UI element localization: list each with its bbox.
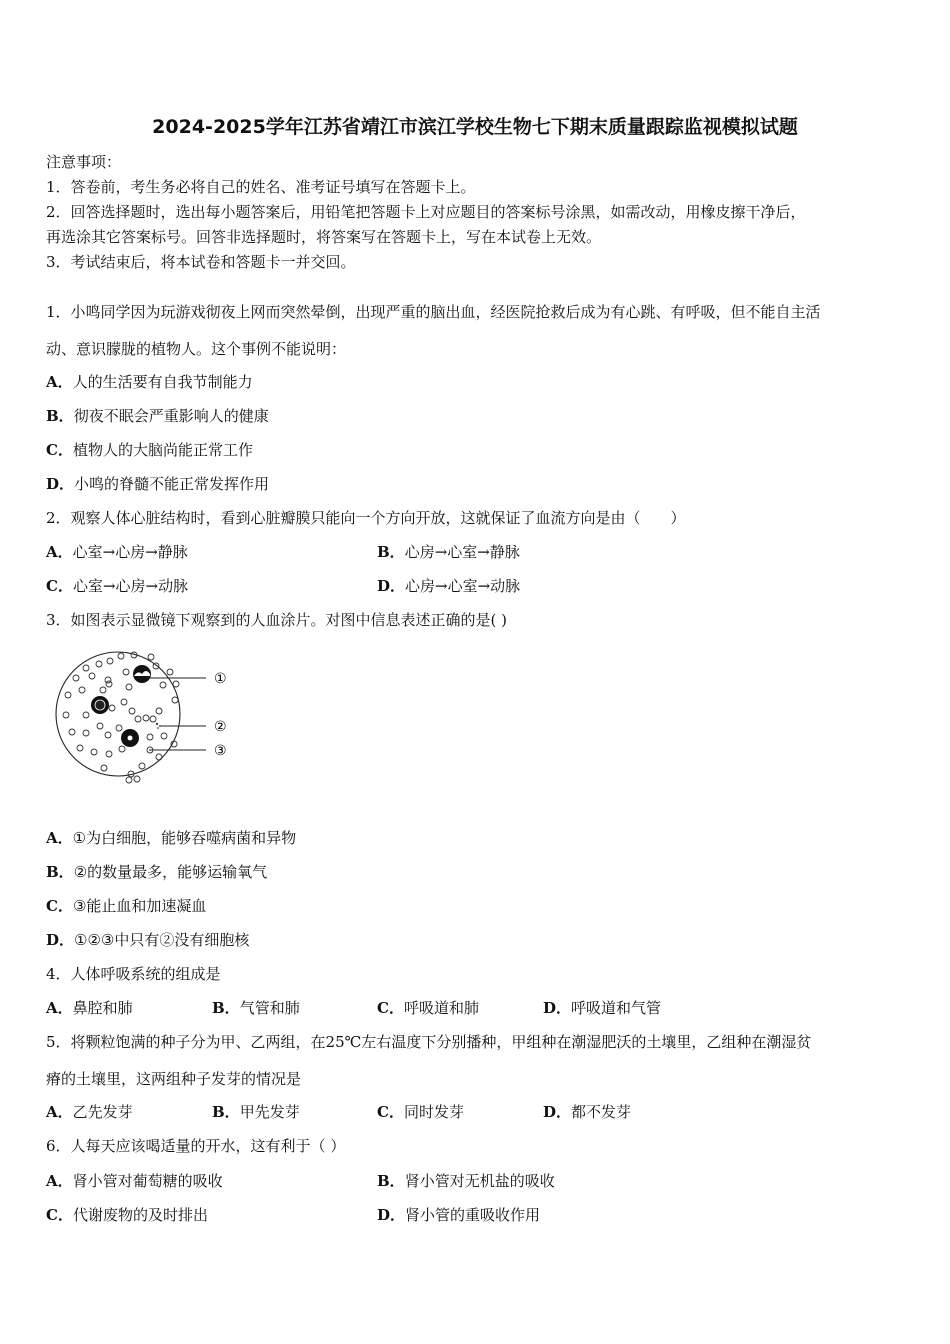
notice-item: 再选涂其它答案标号。回答非选择题时，将答案写在答题卡上，写在本试卷上无效。	[46, 228, 602, 246]
label-leader-lines	[146, 678, 206, 750]
q6-option-d: D．肾小管的重吸收作用	[377, 1206, 541, 1224]
q3-option-d: D．①②③中只有②没有细胞核	[46, 931, 250, 949]
platelets	[156, 723, 161, 729]
q3-option-b: B．②的数量最多，能够运输氧气	[46, 863, 268, 881]
q3-option-c: C．③能止血和加速凝血	[46, 897, 207, 915]
notice-item: 3．考试结束后，将本试卷和答题卡一并交回。	[46, 253, 356, 271]
figure-label-3: ③	[214, 743, 227, 759]
q6-stem: 6．人每天应该喝适量的开水，这有利于（ ）	[46, 1137, 346, 1155]
q5-stem: 5．将颗粒饱满的种子分为甲、乙两组，在25℃左右温度下分别播种，甲组种在潮湿肥沃的土壤里，乙组种在潮湿贫	[46, 1033, 812, 1051]
q4-option-a: A．鼻腔和肺	[46, 999, 133, 1017]
q4-option-c: C．呼吸道和肺	[377, 999, 479, 1017]
q2-option-b: B．心房→心室→静脉	[377, 543, 520, 561]
q1-option-c: C．植物人的大脑尚能正常工作	[46, 441, 253, 459]
smear-field-outline	[56, 652, 180, 776]
q1-option-d: D．小鸣的脊髓不能正常发挥作用	[46, 475, 270, 493]
q4-option-d: D．呼吸道和气管	[543, 999, 662, 1017]
notice-item: 2．回答选择题时，选出每小题答案后，用铅笔把答题卡上对应题目的答案标号涂黑，如需改动，用橡皮擦干净后，	[46, 203, 806, 221]
blood-smear-figure	[46, 640, 236, 790]
q5-option-b: B．甲先发芽	[212, 1103, 300, 1121]
q5-option-c: C．同时发芽	[377, 1103, 464, 1121]
white-blood-cells	[91, 665, 151, 747]
q2-option-c: C．心室→心房→动脉	[46, 577, 189, 595]
figure-label-2: ②	[214, 719, 227, 735]
q5-option-a: A．乙先发芽	[46, 1103, 133, 1121]
page-title: 2024-2025学年江苏省靖江市滨江学校生物七下期末质量跟踪监视模拟试题	[152, 116, 798, 138]
q2-option-a: A．心室→心房→静脉	[46, 543, 188, 561]
q3-stem: 3．如图表示显微镜下观察到的人血涂片。对图中信息表述正确的是( )	[46, 611, 508, 629]
q1-option-a: A．人的生活要有自我节制能力	[46, 373, 253, 391]
q1-stem: 动、意识朦胧的植物人。这个事例不能说明：	[46, 340, 347, 358]
q2-stem: 2．观察人体心脏结构时，看到心脏瓣膜只能向一个方向开放，这就保证了血流方向是由（ ）	[46, 509, 686, 527]
notice-heading: 注意事项：	[46, 153, 122, 171]
q1-option-b: B．彻夜不眠会严重影响人的健康	[46, 407, 269, 425]
q6-option-a: A．肾小管对葡萄糖的吸收	[46, 1172, 223, 1190]
q1-stem: 1．小鸣同学因为玩游戏彻夜上网而突然晕倒，出现严重的脑出血，经医院抢救后成为有心跳、有呼吸，但不能自主活	[46, 303, 821, 321]
q6-option-c: C．代谢废物的及时排出	[46, 1206, 208, 1224]
q2-option-d: D．心房→心室→动脉	[377, 577, 521, 595]
figure-label-1: ①	[214, 671, 227, 687]
q4-option-b: B．气管和肺	[212, 999, 300, 1017]
notice-item: 1．答卷前，考生务必将自己的姓名、准考证号填写在答题卡上。	[46, 178, 476, 196]
q6-option-b: B．肾小管对无机盐的吸收	[377, 1172, 555, 1190]
q5-option-d: D．都不发芽	[543, 1103, 632, 1121]
q5-stem: 瘠的土壤里，这两组种子发芽的情况是	[46, 1070, 302, 1088]
q3-option-a: A．①为白细胞，能够吞噬病菌和异物	[46, 829, 297, 847]
q4-stem: 4．人体呼吸系统的组成是	[46, 965, 221, 983]
